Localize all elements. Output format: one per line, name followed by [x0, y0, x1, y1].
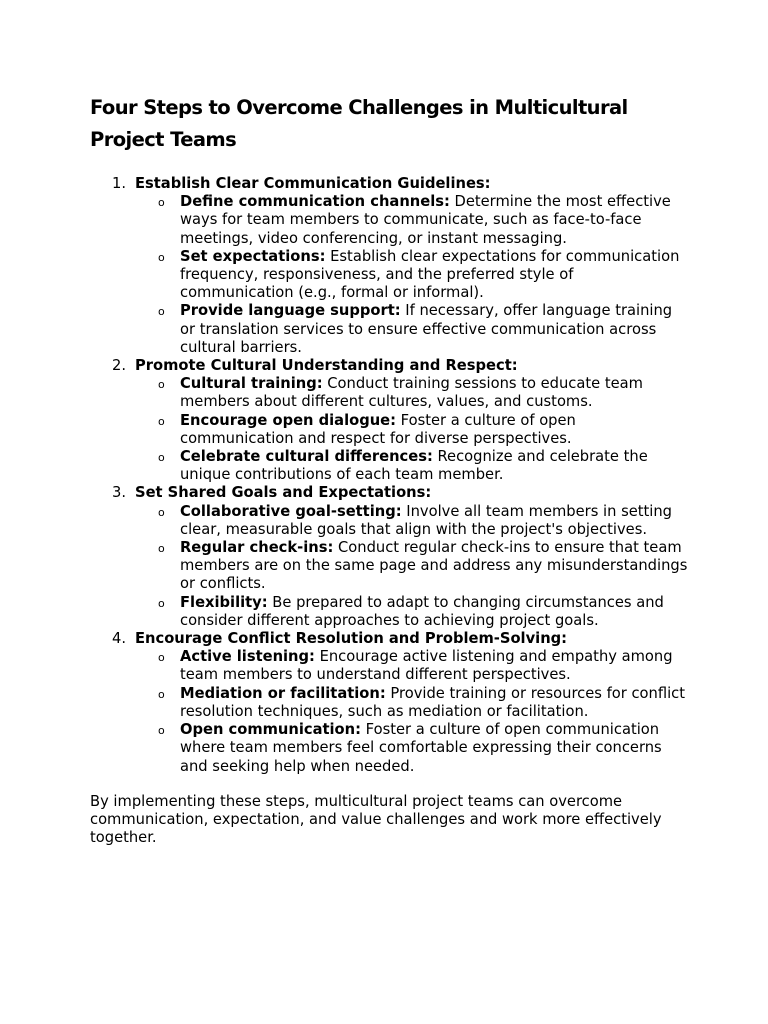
list-item: [135, 721, 690, 776]
hollow-bullet-icon: o: [158, 451, 165, 465]
hollow-bullet-icon: o: [158, 378, 165, 392]
conclusion-paragraph: By implementing these steps, multicultural project teams can overcome communication, expectation, and value challenges and work more effectively together.: [90, 792, 662, 847]
step-heading: Establish Clear Communication Guidelines:: [135, 175, 491, 192]
point-label: Active listening:: [180, 648, 315, 666]
hollow-bullet-icon: o: [158, 196, 165, 210]
list-item: [135, 648, 690, 684]
list-item: [135, 193, 690, 248]
step-number: 4.: [112, 630, 127, 648]
hollow-bullet-icon: o: [158, 505, 165, 519]
point-text: Foster a culture of open communication and respect for diverse perspectives.: [180, 411, 576, 447]
step-item: [90, 357, 690, 484]
list-item: [135, 594, 690, 630]
point-label: Define communication channels:: [180, 193, 450, 211]
point-text: Involve all team members in setting clear, measurable goals that align with the project's objectives.: [180, 502, 673, 538]
list-item: [135, 503, 690, 539]
point-label: Open communication:: [180, 721, 361, 739]
hollow-bullet-icon: o: [158, 651, 165, 665]
list-item: [135, 539, 690, 594]
list-item: [135, 302, 690, 357]
point-text: Determine the most effective ways for team members to communicate, such as face-to-face meetings, video conferencing, or instant messaging.: [180, 193, 671, 247]
step-points: [135, 503, 690, 630]
hollow-bullet-icon: o: [158, 542, 165, 556]
step-heading: Encourage Conflict Resolution and Problem-Solving:: [135, 630, 568, 648]
steps-list: [90, 175, 690, 776]
point-text: Establish clear expectations for communication frequency, responsiveness, and the preferred style of communication (e.g., formal or informal).: [180, 247, 680, 302]
list-item: [135, 412, 690, 448]
step-number: 2.: [112, 357, 127, 375]
list-item: [135, 685, 690, 721]
point-label: Flexibility:: [180, 593, 268, 611]
hollow-bullet-icon: o: [158, 687, 165, 701]
point-text: Recognize and celebrate the unique contributions of each team member.: [180, 448, 648, 484]
step-heading: Promote Cultural Understanding and Respect:: [135, 357, 518, 375]
point-label: Provide language support:: [180, 302, 401, 320]
point-label: Mediation or facilitation:: [180, 684, 386, 702]
point-text: Foster a culture of open communication where team members feel comfortable expressing their concerns and seeking help when needed.: [180, 721, 662, 775]
step-item: [90, 175, 690, 357]
point-text: Conduct training sessions to educate team members about different cultures, values, and customs.: [180, 375, 643, 411]
hollow-bullet-icon: o: [158, 724, 165, 738]
point-text: Encourage active listening and empathy among team members to understand different perspectives.: [180, 648, 673, 684]
point-label: Regular check-ins:: [180, 539, 334, 557]
point-label: Set expectations:: [180, 247, 326, 265]
point-label: Encourage open dialogue:: [180, 411, 397, 429]
step-points: [135, 648, 690, 775]
list-item: [135, 448, 690, 484]
hollow-bullet-icon: o: [158, 250, 165, 264]
point-text: If necessary, offer language training or translation services to ensure effective communication across cultural barriers.: [180, 302, 673, 356]
point-text: Be prepared to adapt to changing circumstances and consider different approaches to achieving project goals.: [180, 593, 664, 629]
step-number: 1.: [112, 175, 127, 192]
point-label: Collaborative goal-setting:: [180, 502, 402, 520]
step-heading: Set Shared Goals and Expectations:: [135, 484, 432, 502]
step-points: [135, 375, 690, 484]
point-text: Provide training or resources for conflict resolution techniques, such as mediation or facilitation.: [180, 684, 685, 720]
list-item: [135, 248, 690, 303]
step-points: [135, 193, 690, 357]
list-item: [135, 375, 690, 411]
document-title: Four Steps to Overcome Challenges in Multicultural Project Teams: [90, 96, 628, 151]
hollow-bullet-icon: o: [158, 596, 165, 610]
document-body: [90, 92, 690, 847]
step-number: 3.: [112, 484, 127, 502]
step-item: [90, 630, 690, 776]
point-label: Cultural training:: [180, 375, 323, 393]
step-item: [90, 484, 690, 630]
hollow-bullet-icon: o: [158, 414, 165, 428]
hollow-bullet-icon: o: [158, 305, 165, 319]
point-text: Conduct regular check-ins to ensure that team members are on the same page and address any misunderstandings or conflicts.: [180, 539, 688, 593]
point-label: Celebrate cultural differences:: [180, 448, 433, 466]
